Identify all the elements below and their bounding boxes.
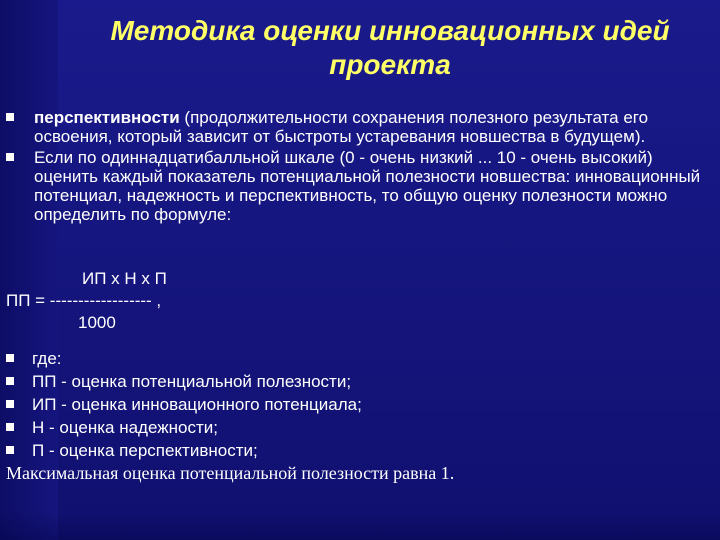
legend-text: ПП - оценка потенциальной полезности; xyxy=(32,372,352,391)
square-bullet-icon xyxy=(6,354,14,362)
formula-lhs: ПП = ------------------ , xyxy=(6,291,162,310)
formula-numerator: ИП х Н х П xyxy=(82,269,167,288)
bullet-text: (продолжительности сохранения полезного результата его освоения, который зависит от быстроты устаревания новшества в будущем). xyxy=(34,108,649,146)
slide-title: Методика оценки инновационных идей проекта xyxy=(110,15,670,80)
bullet-text: Если по одиннадцатибалльной шкале (0 - очень низкий ... 10 - очень высокий) оценить каждый показатель потенциальной полезности новшества: инновационный потенциал, надежность и перспективность, то общую оценку полезности можно определить по формуле: xyxy=(34,148,701,224)
bullet-item xyxy=(6,108,706,146)
formula-denominator: 1000 xyxy=(78,313,116,332)
bullet-item xyxy=(6,148,706,224)
legend-text: ИП - оценка инновационного потенциала; xyxy=(32,395,362,414)
legend-text: где: xyxy=(32,349,62,368)
legend-list xyxy=(6,347,706,485)
legend-item xyxy=(6,416,706,439)
legend-item xyxy=(6,439,706,462)
bottom-decor-band xyxy=(0,510,720,540)
legend-text: П - оценка перспективности; xyxy=(32,441,258,460)
square-bullet-icon xyxy=(6,423,14,431)
square-bullet-icon xyxy=(6,377,14,385)
square-bullet-icon xyxy=(6,113,14,121)
square-bullet-icon xyxy=(6,400,14,408)
legend-item xyxy=(6,347,706,370)
formula xyxy=(6,268,167,334)
legend-text: Н - оценка надежности; xyxy=(32,418,218,437)
square-bullet-icon xyxy=(6,153,14,161)
bullet-term: перспективности xyxy=(34,108,180,127)
final-note: Максимальная оценка потенциальной полезности равна 1. xyxy=(6,463,455,483)
bullet-list xyxy=(6,108,706,226)
legend-item xyxy=(6,370,706,393)
legend-item xyxy=(6,393,706,416)
square-bullet-icon xyxy=(6,446,14,454)
